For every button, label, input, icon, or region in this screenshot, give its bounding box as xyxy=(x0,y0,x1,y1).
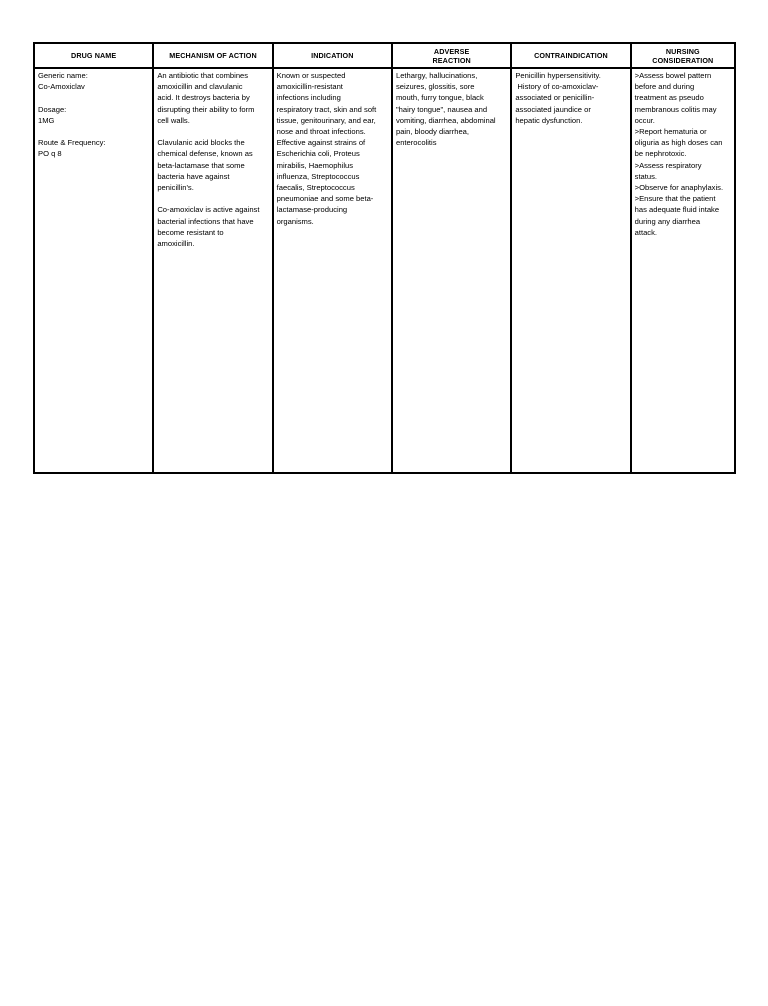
cell-contraindication: Penicillin hypersensitivity. History of co-amoxiclav- associated or penicillin- associated jaundice or hepatic dysfunction. xyxy=(511,68,630,473)
cell-indication: Known or suspected amoxicillin-resistant infections including respiratory tract, skin and soft tissue, genitourinary, and ear, nose and throat infections. Effective against strains of Escherichia coli, Proteus mirabilis, Haemophilus influenza, Streptococcus faecalis, Streptococcus pneumoniae and some beta- lactamase-producing organisms. xyxy=(273,68,392,473)
route-label: Route & Frequency: xyxy=(38,138,106,148)
dosage-label: Dosage: xyxy=(38,104,67,114)
cell-adverse-reaction: Lethargy, hallucinations, seizures, glossitis, sore mouth, furry tongue, black "hairy tongue", nausea and vomiting, diarrhea, abdominal pain, bloody diarrhea, enterocolitis xyxy=(392,68,511,473)
cell-nursing-consideration: >Assess bowel pattern before and during treatment as pseudo membranous colitis may occur. >Report hematuria or oliguria as high doses can be nephrotoxic. >Assess respiratory status. >Observe for anaphylaxis. >Ensure that the patient has adequate fluid intake during any diarrhea attack. xyxy=(631,68,735,473)
dosage-value: 1MG xyxy=(38,115,55,125)
route-value: PO q 8 xyxy=(38,149,62,159)
header-adverse-reaction: ADVERSE REACTION xyxy=(392,43,511,68)
table-row xyxy=(34,68,735,473)
header-nursing-consideration: NURSING CONSIDERATION xyxy=(631,43,735,68)
header-indication: INDICATION xyxy=(273,43,392,68)
cell-mechanism: An antibiotic that combines amoxicillin and clavulanic acid. It destroys bacteria by disrupting their ability to form cell walls. Clavulanic acid blocks the chemical defense, known as beta-lactamase that some bacteria have against penicillin's. Co-amoxiclav is active against bacterial infections that have become resistant to amoxicillin. xyxy=(153,68,272,473)
header-contraindication: CONTRAINDICATION xyxy=(511,43,630,68)
header-mechanism-of-action: MECHANISM OF ACTION xyxy=(153,43,272,68)
header-row xyxy=(34,43,735,68)
cell-drug-name xyxy=(34,68,153,473)
generic-name-value: Co-Amoxiclav xyxy=(38,82,85,92)
generic-name-label: Generic name: xyxy=(38,71,88,80)
drug-study-table xyxy=(33,42,736,474)
header-drug-name: DRUG NAME xyxy=(34,43,153,68)
